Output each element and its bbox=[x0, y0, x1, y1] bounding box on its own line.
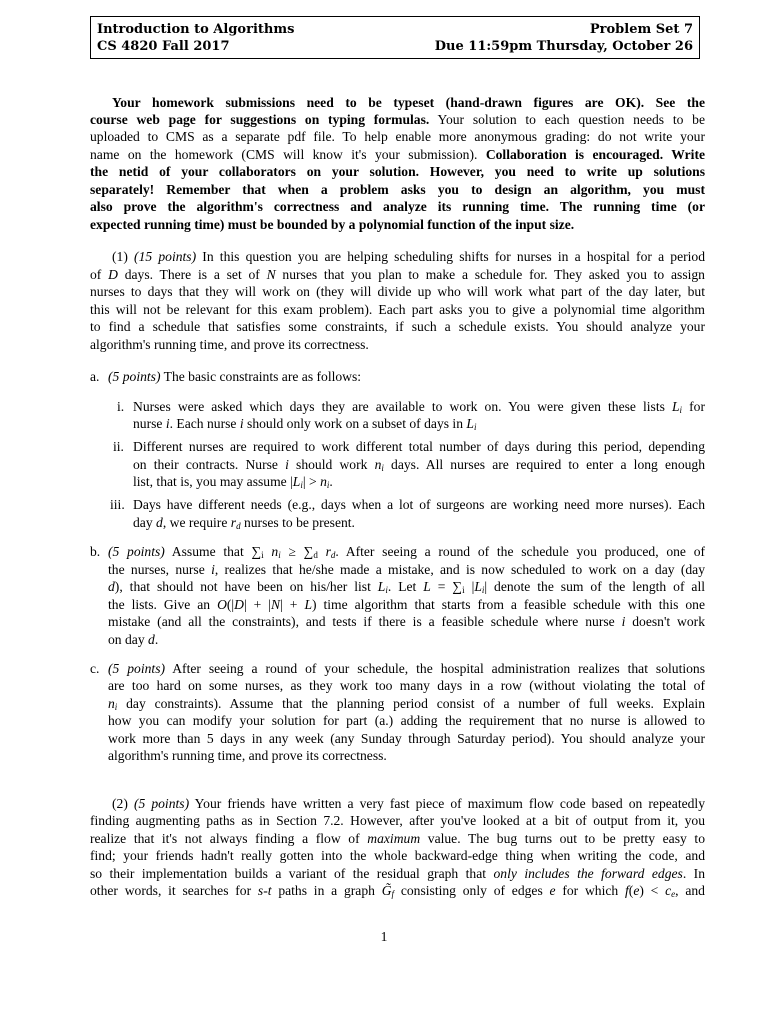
course-term: CS 4820 Fall 2017 bbox=[97, 39, 230, 54]
header-box bbox=[90, 16, 700, 59]
part-b-label: b. bbox=[90, 544, 101, 559]
document-page: Introduction to Algorithms Problem Set 7 CS 4820 Fall 2017 Due 11:59pm Thursday, October 26 Your homework submissions need to be typeset (hand-drawn figures are OK). See the course web page for suggestions on typing formulas. Your solution to each question needs to be uploaded to CMS as a separate pdf file. To help enable more anonymous grading: do not write your name on the homework (CMS will know it's your submission). Collaboration is encouraged. Write the netid of your collaborators on your solution. However, you need to write up solutions separately! Remember that when a problem asks you to design an algorithm, you must also prove the algorithm's correctness and analyze its running time. The running time (or expected running time) must be bounded by a polynomial function of the input size. (1) (15 points) In this question you are helping scheduling shifts for nurses in a hospital for a period of D days. There is a set of N nurses that you plan to make a schedule for. They asked you to assign nurses to days that they will work on (they will divide up who will work what part of the day later, but this will not be relevant for this exam problem). Each part asks you to give a polynomial time algorithm to find a schedule that satisfies some constraints, if such a schedule exists. You should analyze your algorithm's running time, and prove its correctness. a. (5 points) The basic constraints are as follows: i. Nurses were asked which days they are available to work on. You were given these lists $L_i$ for nurse i. Each nurse i should only work on a subset of days in $L_i$ ii. Different nurses are required to work different total number of days during this period, depending on their contracts. Nurse i should work $n_i$ days. All nurses are required to enter a long enough list, that is, you may assume $|L_i| > n_i$. iii. Days have different needs (e.g., days when a lot of surgeons are working need more nurses). Each day d, we require $r_d$ nurses to be present. b. (5 points) Assume that $\sum_i$ $n_i \ge \sum_d$ $r_d$. After seeing a round of the schedule you produced, one of the nurses, nurse i, realizes that he/she made a mistake, and is now scheduled to work on a day (day d), that should not have been on his/her list $L_i$. Let $L = \sum_i$ $|L_i|$ denote the sum of the length of all the lists. Give an O(|D| + |N| + L) time algorithm that starts from a feasible schedule with this one mistake (and all the constraints), and tests if there is a feasible schedule where nurse i doesn't work on day d. c. (5 points) After seeing a round of your schedule, the hospital administration realizes that solutions are too hard on some nurses, as they work too many days in a row (without violating the total of $n_i$ day constraints). Assume that the planning period consist of a number of full weeks. Explain how you can modify your solution for part (a.) adding the requirement that no nurse is allowed to work more than 5 days in any week (any Sunday through Saturday period). You should analyze your algorithm's running time, and prove its correctness. (2) (5 points) Your friends have written a very fast piece of maximum flow code based on repeatedly finding augmenting paths as in Section 7.2. However, after you've looked at a bit of output from it, you realize that it's not always finding a flow of maximum value. The bug turns out to be pretty easy to find; your friends hadn't really gotten into the whole backward-edge thing when writing the code, and so their implementation builds a variant of the residual graph that only includes the forward edges. In other words, it searches for s-t paths in a graph $G̃_f$ consisting only of edges e for which $f(e) < c_e$, and 1 bbox=[0, 0, 768, 1024]
problem-set-label: Problem Set 7 bbox=[589, 22, 693, 37]
course-title: Introduction to Algorithms bbox=[97, 22, 295, 37]
due-date: Due 11:59pm Thursday, October 26 bbox=[434, 39, 693, 54]
part-c-label: c. bbox=[90, 661, 100, 676]
part-a-label: a. bbox=[90, 369, 100, 384]
page-number: 1 bbox=[380, 929, 388, 944]
